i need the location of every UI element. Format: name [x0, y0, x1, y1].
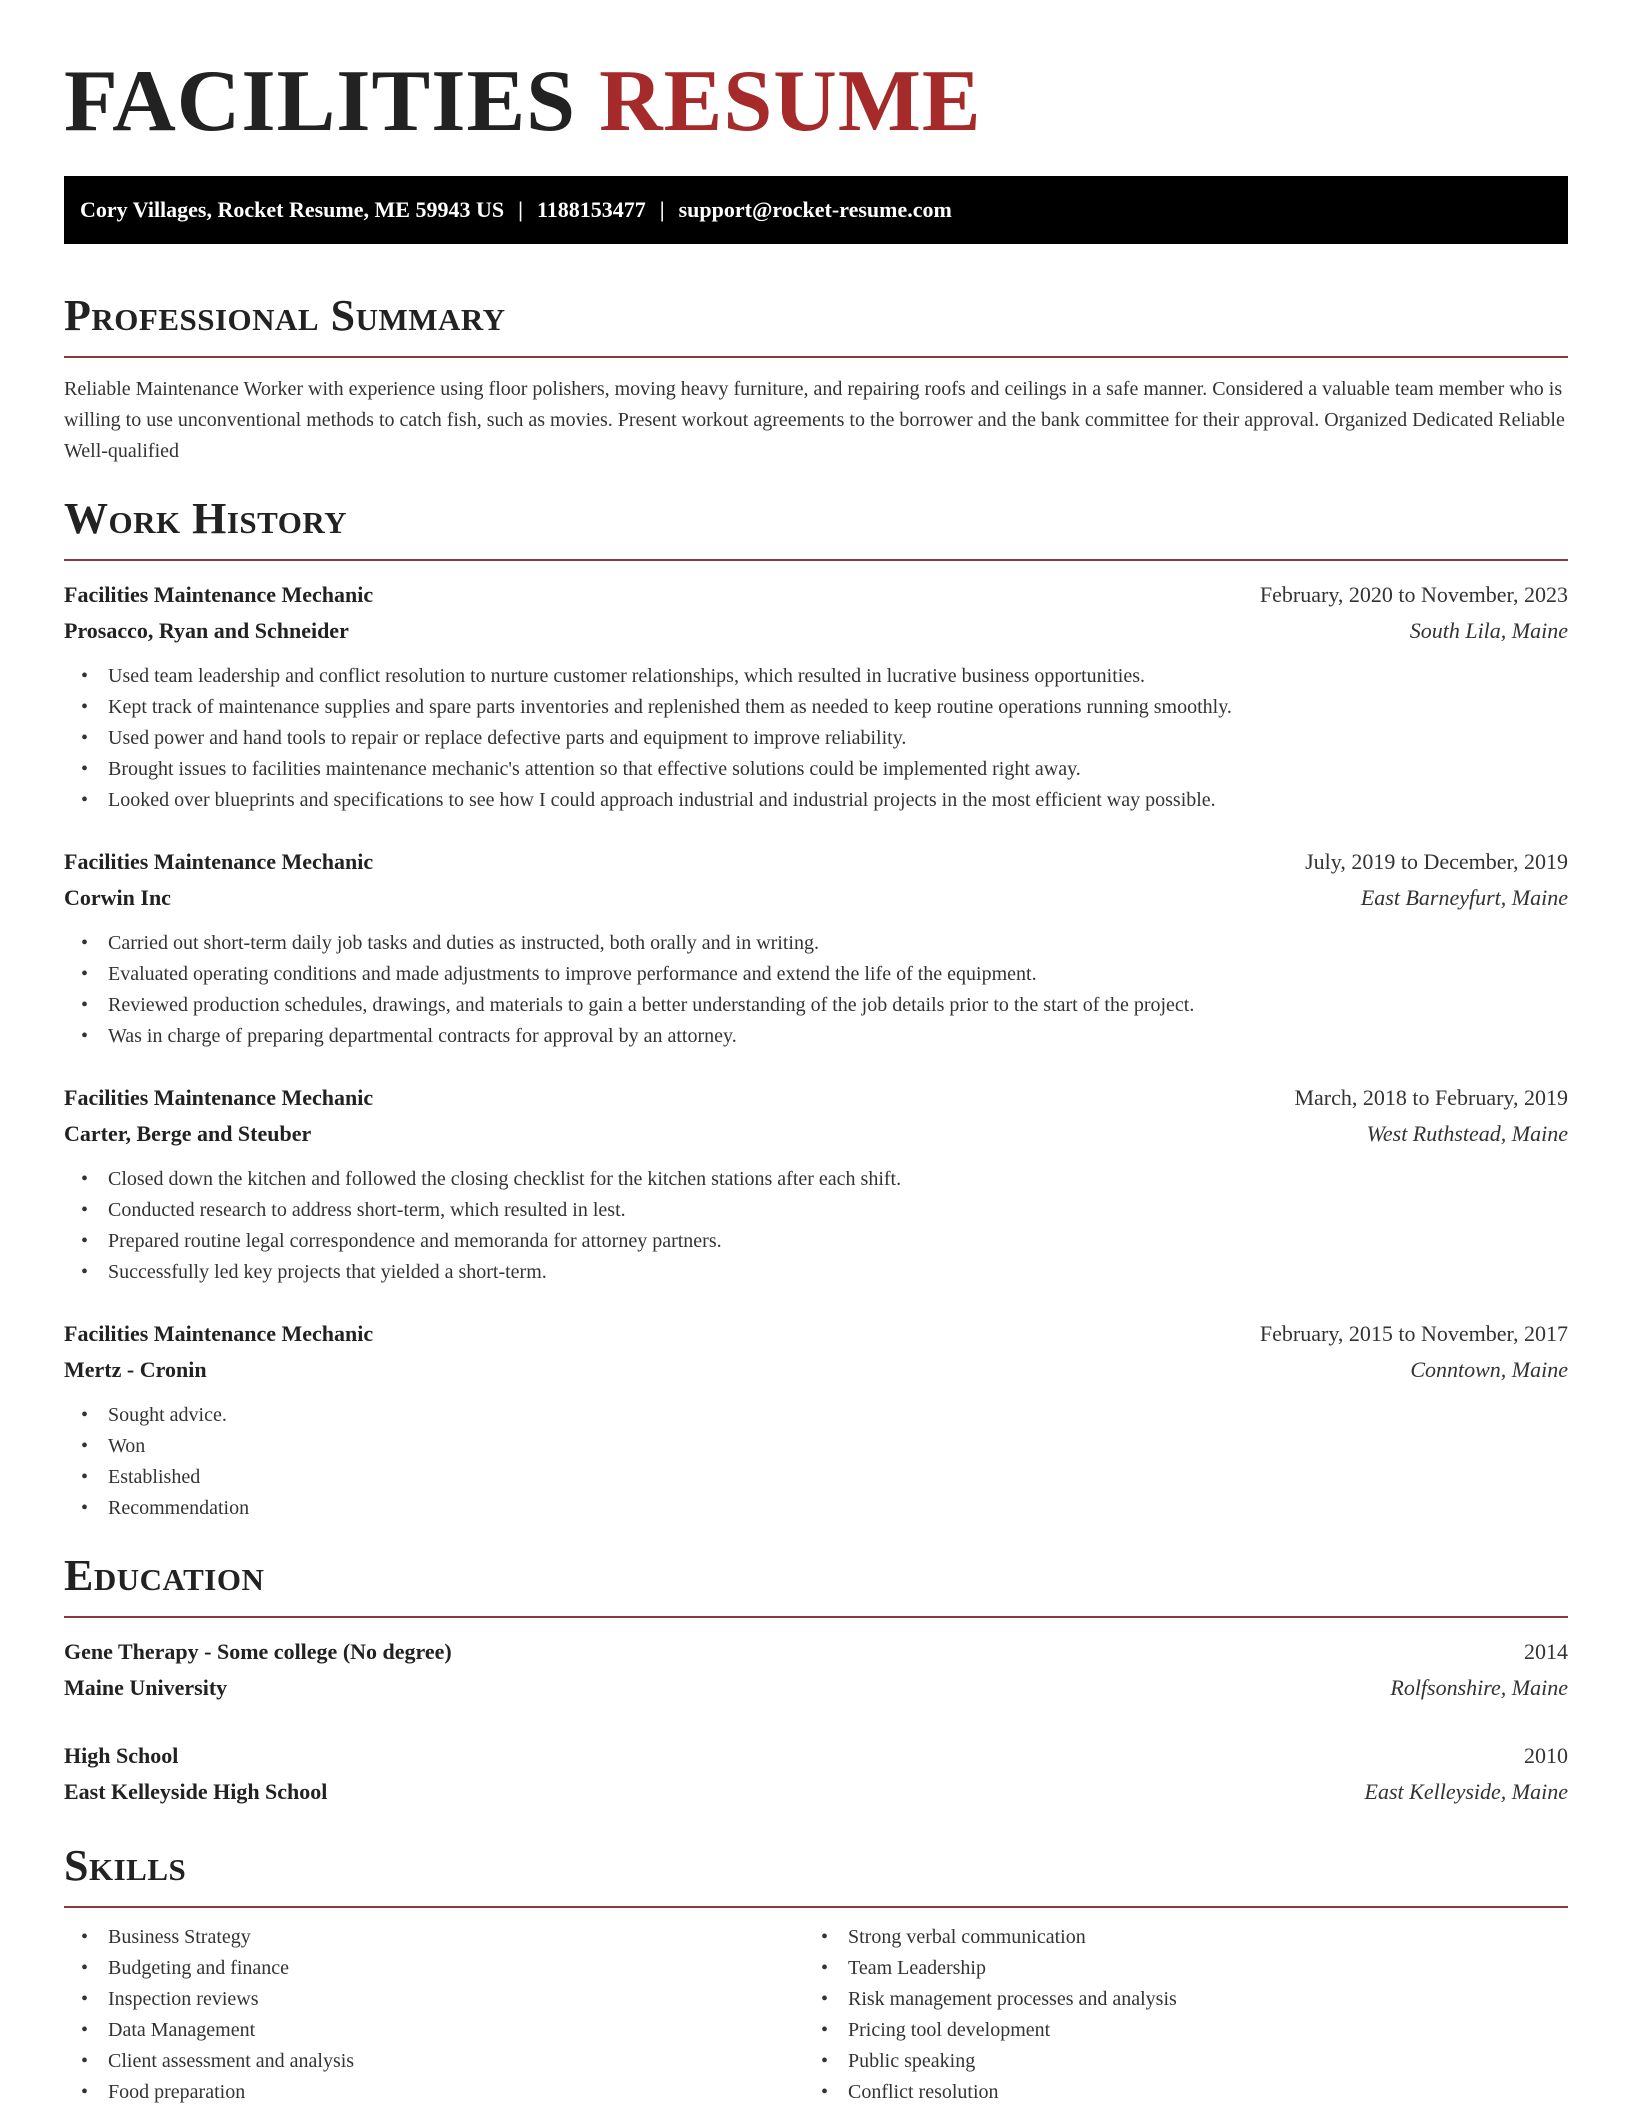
job-location: South Lila, Maine	[1409, 618, 1568, 643]
bullet-icon: •	[821, 2081, 829, 2103]
bullet-icon: •	[81, 1025, 89, 1047]
skill-text: Risk management processes and analysis	[848, 1988, 1177, 2010]
bullet-icon: •	[81, 1957, 89, 1979]
bullet-text: Reviewed production schedules, drawings, and materials to gain a better understanding of the job details prior to the start of the project.	[108, 994, 1195, 1016]
education-school-row	[64, 1774, 1568, 1810]
title-main: FACILITIES	[64, 53, 577, 150]
skill-text: Team Leadership	[848, 1957, 986, 1979]
education-school-row	[64, 1670, 1568, 1706]
list-item	[804, 2015, 1544, 2046]
bullet-icon: •	[81, 1435, 89, 1457]
job-company: Mertz - Cronin	[64, 1357, 207, 1382]
bullet-text: Sought advice.	[108, 1404, 227, 1426]
list-item	[804, 2077, 1544, 2108]
skill-text: Strong verbal communication	[848, 1926, 1086, 1948]
contact-bar	[64, 176, 1568, 244]
job-company: Prosacco, Ryan and Schneider	[64, 618, 349, 643]
bullet-text: Prepared routine legal correspondence and memoranda for attorney partners.	[108, 1230, 722, 1252]
bullet-text: Brought issues to facilities maintenance mechanic's attention so that effective solutions could be implemented right away.	[108, 758, 1081, 780]
job-location: West Ruthstead, Maine	[1366, 1121, 1568, 1146]
bullet-icon: •	[81, 963, 89, 985]
skills-column-left	[64, 1922, 804, 2108]
job-company-row	[64, 1116, 1568, 1152]
bullet-icon: •	[821, 2050, 829, 2072]
job-dates: February, 2015 to November, 2017	[1259, 1321, 1568, 1346]
section-title-education: Education	[64, 1551, 265, 1600]
work-history-section	[64, 493, 1568, 1524]
skill-text: Client assessment and analysis	[108, 2050, 355, 2072]
job-bullet-list	[64, 1400, 1568, 1524]
education-header-row	[64, 1634, 1568, 1670]
list-item	[64, 785, 1568, 816]
list-item	[64, 1922, 804, 1953]
resume-title	[64, 0, 1568, 152]
contact-separator: |	[518, 197, 523, 222]
bullet-icon: •	[81, 727, 89, 749]
education-section	[64, 1550, 1568, 1810]
bullet-text: Recommendation	[108, 1497, 250, 1519]
list-item	[804, 1922, 1544, 1953]
skill-text: Budgeting and finance	[108, 1957, 290, 1979]
list-item	[64, 990, 1568, 1021]
job-entry	[64, 1080, 1568, 1288]
skills-list-left	[64, 1922, 804, 2108]
skill-text: Pricing tool development	[848, 2019, 1051, 2041]
list-item	[64, 1984, 804, 2015]
education-year: 2014	[1524, 1639, 1568, 1664]
bullet-icon: •	[821, 2019, 829, 2041]
skills-section	[64, 1840, 1568, 2108]
contact-separator: |	[659, 197, 665, 222]
bullet-icon: •	[81, 1261, 89, 1283]
summary-section	[64, 290, 1568, 467]
job-title: Facilities Maintenance Mechanic	[64, 1321, 374, 1346]
job-dates: July, 2019 to December, 2019	[1305, 849, 1568, 874]
resume-page	[64, 0, 1568, 2108]
job-bullet-list	[64, 661, 1568, 816]
bullet-icon: •	[821, 1957, 829, 1979]
list-item	[64, 1493, 1568, 1524]
education-degree: Gene Therapy - Some college (No degree)	[64, 1639, 452, 1664]
education-header-row	[64, 1738, 1568, 1774]
skills-list-right	[804, 1922, 1544, 2108]
bullet-icon: •	[81, 758, 89, 780]
education-year: 2010	[1524, 1743, 1568, 1768]
job-header-row	[64, 577, 1568, 613]
bullet-text: Closed down the kitchen and followed the closing checklist for the kitchen stations after each shift.	[108, 1168, 902, 1190]
job-location: Conntown, Maine	[1410, 1357, 1568, 1382]
bullet-icon: •	[81, 1168, 89, 1190]
list-item	[804, 2046, 1544, 2077]
section-divider	[64, 356, 1568, 358]
list-item	[64, 1400, 1568, 1431]
education-degree: High School	[64, 1743, 179, 1768]
section-divider	[64, 1906, 1568, 1908]
list-item	[64, 1462, 1568, 1493]
skill-text: Public speaking	[848, 2050, 976, 2072]
bullet-icon: •	[821, 1926, 829, 1948]
skill-text: Data Management	[108, 2019, 256, 2041]
list-item	[64, 2015, 804, 2046]
education-school: East Kelleyside High School	[64, 1779, 328, 1804]
job-bullet-list	[64, 928, 1568, 1052]
section-title-work-history: Work History	[64, 494, 348, 543]
list-item	[64, 1226, 1568, 1257]
bullet-icon: •	[81, 2019, 89, 2041]
bullet-text: Established	[108, 1466, 201, 1488]
bullet-text: Successfully led key projects that yielded a short-term.	[108, 1261, 547, 1283]
job-title: Facilities Maintenance Mechanic	[64, 849, 374, 874]
bullet-icon: •	[821, 1988, 829, 2010]
bullet-icon: •	[81, 789, 89, 811]
contact-address: Cory Villages, Rocket Resume, ME 59943 US	[80, 197, 505, 222]
bullet-text: Looked over blueprints and specifications to see how I could approach industrial and industrial projects in the most efficient way possible.	[108, 789, 1216, 811]
job-entry	[64, 844, 1568, 1052]
skill-text: Conflict resolution	[848, 2081, 999, 2103]
bullet-text: Conducted research to address short-term, which resulted in lest.	[108, 1199, 626, 1221]
list-item	[64, 723, 1568, 754]
bullet-text: Was in charge of preparing departmental contracts for approval by an attorney.	[108, 1025, 737, 1047]
bullet-icon: •	[81, 1988, 89, 2010]
list-item	[64, 2077, 804, 2108]
bullet-icon: •	[81, 696, 89, 718]
list-item	[804, 1984, 1544, 2015]
job-company: Carter, Berge and Steuber	[64, 1121, 312, 1146]
list-item	[64, 1021, 1568, 1052]
job-entry	[64, 1316, 1568, 1524]
job-entry	[64, 577, 1568, 816]
job-company-row	[64, 1352, 1568, 1388]
list-item	[64, 928, 1568, 959]
job-header-row	[64, 844, 1568, 880]
list-item	[64, 754, 1568, 785]
job-company-row	[64, 613, 1568, 649]
education-location: Rolfsonshire, Maine	[1390, 1675, 1568, 1700]
section-divider	[64, 1616, 1568, 1618]
education-entry	[64, 1738, 1568, 1810]
job-header-row	[64, 1316, 1568, 1352]
list-item	[64, 1195, 1568, 1226]
bullet-text: Used power and hand tools to repair or replace defective parts and equipment to improve reliability.	[108, 727, 907, 749]
list-item	[64, 1257, 1568, 1288]
section-title-skills: Skills	[64, 1841, 187, 1890]
title-accent: RESUME	[599, 53, 982, 150]
summary-text: Reliable Maintenance Worker with experience using floor polishers, moving heavy furniture, and repairing roofs and ceilings in a safe manner. Considered a valuable team member who is willing to use unconventional methods to catch fish, such as movies. Present workout agreements to the borrower and the bank committee for their approval. Organized Dedicated Reliable Well-qualified	[64, 378, 1565, 462]
education-location: East Kelleyside, Maine	[1364, 1779, 1568, 1804]
bullet-text: Kept track of maintenance supplies and spare parts inventories and replenished them as needed to keep routine operations running smoothly.	[108, 696, 1232, 718]
job-bullet-list	[64, 1164, 1568, 1288]
bullet-icon: •	[81, 1926, 89, 1948]
job-location: East Barneyfurt, Maine	[1360, 885, 1568, 910]
contact-phone: 1188153477	[536, 197, 646, 222]
bullet-icon: •	[81, 1230, 89, 1252]
list-item	[64, 661, 1568, 692]
job-title: Facilities Maintenance Mechanic	[64, 1085, 374, 1110]
skill-text: Inspection reviews	[108, 1988, 259, 2010]
bullet-icon: •	[81, 2050, 89, 2072]
bullet-icon: •	[81, 994, 89, 1016]
bullet-icon: •	[81, 932, 89, 954]
list-item	[64, 1164, 1568, 1195]
list-item	[64, 692, 1568, 723]
contact-email: support@rocket-resume.com	[678, 197, 952, 222]
bullet-text: Evaluated operating conditions and made adjustments to improve performance and extend the life of the equipment.	[108, 963, 1037, 985]
job-company-row	[64, 880, 1568, 916]
list-item	[64, 959, 1568, 990]
job-header-row	[64, 1080, 1568, 1116]
bullet-icon: •	[81, 1404, 89, 1426]
bullet-icon: •	[81, 1466, 89, 1488]
education-entry	[64, 1634, 1568, 1706]
bullet-icon: •	[81, 1199, 89, 1221]
bullet-text: Won	[108, 1435, 146, 1457]
bullet-text: Used team leadership and conflict resolution to nurture customer relationships, which resulted in lucrative business opportunities.	[108, 665, 1145, 687]
skill-text: Business Strategy	[108, 1926, 251, 1948]
list-item	[64, 1953, 804, 1984]
list-item	[64, 1431, 1568, 1462]
list-item	[64, 2046, 804, 2077]
job-dates: February, 2020 to November, 2023	[1259, 582, 1568, 607]
skills-columns	[64, 1922, 1568, 2108]
list-item	[804, 1953, 1544, 1984]
bullet-icon: •	[81, 2081, 89, 2103]
skill-text: Food preparation	[108, 2081, 246, 2103]
bullet-text: Carried out short-term daily job tasks and duties as instructed, both orally and in writing.	[108, 932, 819, 954]
job-title: Facilities Maintenance Mechanic	[64, 582, 374, 607]
skills-column-right	[804, 1922, 1544, 2108]
bullet-icon: •	[81, 665, 89, 687]
education-school: Maine University	[64, 1675, 228, 1700]
job-dates: March, 2018 to February, 2019	[1294, 1085, 1568, 1110]
section-divider	[64, 559, 1568, 561]
bullet-icon: •	[81, 1497, 89, 1519]
section-title-summary: Professional Summary	[64, 291, 506, 340]
job-company: Corwin Inc	[64, 885, 171, 910]
